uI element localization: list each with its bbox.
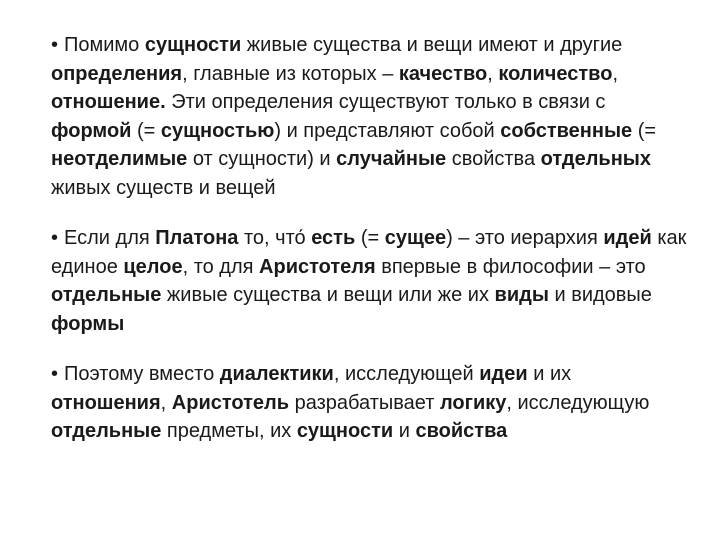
text-segment: Помимо: [64, 34, 145, 56]
text-segment: как единое: [51, 227, 687, 278]
text-segment: , то для: [182, 255, 260, 278]
text-segment: (=: [355, 227, 385, 249]
text-segment: Эти определения существуют только в связи с: [165, 91, 606, 113]
bold-term: количество: [498, 62, 613, 85]
bullet-item: [51, 224, 691, 338]
bold-term: идеи: [479, 363, 528, 385]
bold-term: формы: [51, 312, 125, 335]
text-segment: свойства: [446, 148, 541, 170]
text-segment: и их: [527, 363, 572, 385]
bold-term: отношения: [51, 391, 161, 414]
bold-term: целое: [123, 255, 183, 278]
bold-term: сущее: [384, 227, 447, 249]
text-segment: разрабатывает: [289, 391, 440, 414]
bold-term: отдельные: [51, 284, 162, 306]
text-segment: , исследующую: [506, 391, 650, 414]
bold-term: отдельные: [51, 420, 162, 442]
bold-term: сущности: [296, 420, 394, 442]
text-segment: живые существа и вещи имеют и другие: [241, 34, 623, 56]
bold-term: отношение.: [51, 91, 166, 113]
bold-term: Платона: [155, 227, 239, 249]
bold-term: случайные: [336, 148, 447, 170]
text-segment: Если для: [64, 227, 156, 249]
bold-term: сущностью: [160, 119, 275, 142]
bold-term: определения: [51, 62, 183, 85]
text-segment: и видовые: [548, 284, 652, 306]
bold-term: идей: [603, 227, 652, 249]
bold-term: виды: [494, 284, 549, 306]
text-segment: и: [393, 420, 416, 442]
text-segment: (=: [131, 119, 161, 142]
text-segment: живые существа и вещи или же их: [161, 284, 495, 306]
bold-term: сущности: [144, 34, 242, 56]
bold-term: неотделимые: [51, 148, 188, 170]
text-segment: ,: [612, 62, 618, 85]
bold-term: собственные: [500, 119, 633, 142]
bullet-marker: •: [51, 227, 59, 249]
bullet-item: [51, 31, 691, 202]
bullet-list: [51, 31, 691, 468]
text-segment: (=: [632, 119, 657, 142]
bold-term: Аристотеля: [259, 255, 376, 278]
bold-term: свойства: [415, 420, 508, 442]
text-segment: ) и представляют собой: [274, 119, 501, 142]
bold-term: логику: [439, 391, 507, 414]
bullet-item: [51, 360, 691, 446]
text-segment: ,: [487, 62, 499, 85]
bold-term: Аристотель: [171, 391, 290, 414]
text-segment: то, что́: [238, 227, 312, 249]
text-segment: впервые в философии – это: [375, 255, 646, 278]
text-segment: Поэтому вместо: [64, 363, 220, 385]
text-segment: , главные из которых –: [182, 62, 399, 85]
bold-term: формой: [51, 119, 132, 142]
text-segment: предметы, их: [161, 420, 297, 442]
text-segment: ,: [160, 391, 172, 414]
text-segment: живых существ и вещей: [51, 176, 276, 199]
bullet-marker: •: [51, 363, 59, 385]
text-segment: от сущности) и: [187, 148, 337, 170]
bullet-marker: •: [51, 34, 59, 56]
text-segment: ) – это иерархия: [446, 227, 604, 249]
bold-term: отдельных: [540, 148, 651, 170]
text-segment: , исследующей: [333, 363, 480, 385]
bold-term: качество: [398, 62, 488, 85]
bold-term: есть: [311, 227, 356, 249]
bold-term: диалектики: [219, 363, 334, 385]
